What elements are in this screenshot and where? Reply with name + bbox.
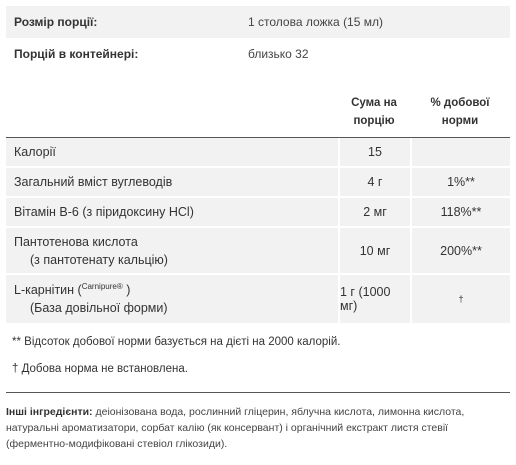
nutrient-dv: † xyxy=(458,294,464,304)
nutrient-name: Вітамін В-6 (з піридоксину HCl) xyxy=(14,205,194,219)
divider xyxy=(6,392,510,393)
nutrient-source: (База довільної форми) xyxy=(30,301,168,315)
nutrient-dv: 118%** xyxy=(410,198,510,226)
nutrient-dv xyxy=(410,138,510,166)
nutrient-source: (з пантотенату кальцію) xyxy=(30,252,168,267)
nutrient-dv: 1%** xyxy=(410,168,510,196)
table-header xyxy=(6,90,510,138)
nutrient-name: Калорії xyxy=(14,145,56,159)
nutrient-dv: 200%** xyxy=(410,228,510,273)
nutrient-amount: 1 г (1000 мг) xyxy=(338,275,410,323)
servings-per-container-row xyxy=(6,38,510,70)
table-row xyxy=(6,275,510,325)
servings-per-container-label: Порцій в контейнері: xyxy=(14,47,139,61)
nutrient-name: Загальний вміст вуглеводів xyxy=(14,175,173,189)
table-row xyxy=(6,198,510,228)
nutrient-amount: 15 xyxy=(338,138,410,166)
table-row xyxy=(6,228,510,275)
brand-mark: Carnipure® xyxy=(81,281,123,291)
servings-per-container-value: близько 32 xyxy=(248,47,309,61)
nutrition-table xyxy=(6,90,510,325)
daily-value-footnote: ** Відсоток добової норми базується на дієті на 2000 калорій. xyxy=(12,336,341,348)
nutrient-amount: 10 мг xyxy=(338,228,410,273)
nutrient-amount: 2 мг xyxy=(338,198,410,226)
nutrient-amount: 4 г xyxy=(338,168,410,196)
other-ingredients-label: Інші інгредієнти: xyxy=(6,406,93,418)
serving-size-label: Розмір порції: xyxy=(14,15,98,29)
other-ingredients xyxy=(6,404,510,452)
amount-per-serving-header: Сума на порцію xyxy=(351,97,397,127)
serving-info xyxy=(6,6,510,70)
nutrient-name: L-карнітин ($^{Carnipure®}$ ) xyxy=(14,281,131,297)
nutrient-name: Пантотенова кислота xyxy=(14,234,138,249)
serving-size-row xyxy=(6,6,510,38)
daily-value-header: % добової норми xyxy=(430,97,490,127)
dagger-footnote: † Добова норма не встановлена. xyxy=(12,363,188,375)
table-row xyxy=(6,168,510,198)
table-row xyxy=(6,138,510,168)
other-ingredients-text: деіонізована вода, рослинний гліцерин, яблучна кислота, лимонна кислота, натуральні ароматизатори, сорбат калію (як консервант) і органічний екстракт листя стевії (ферментно-модифіковані стевіол глікозиди). xyxy=(6,406,465,450)
serving-size-value: 1 столова ложка (15 мл) xyxy=(248,15,383,29)
